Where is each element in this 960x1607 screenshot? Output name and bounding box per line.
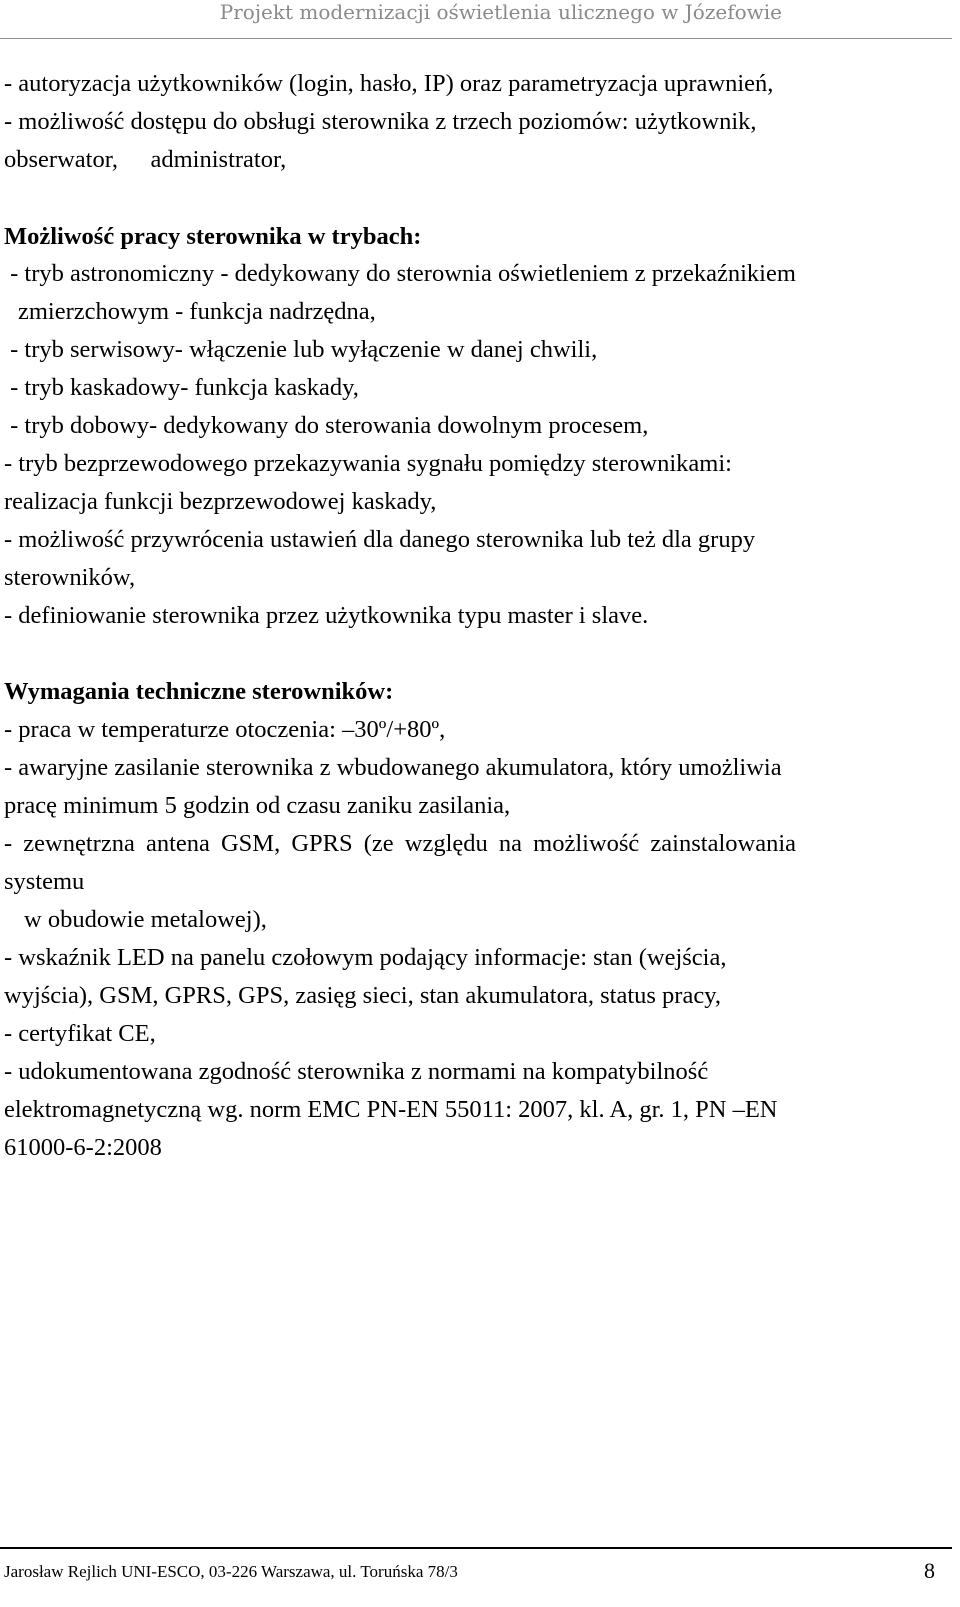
body-line: - możliwość przywrócenia ustawień dla danego sterownika lub też dla grupy	[4, 526, 756, 553]
body-line: - awaryjne zasilanie sterownika z wbudowanego akumulatora, który umożliwia	[4, 754, 782, 781]
body-line: - tryb astronomiczny - dedykowany do sterownia oświetleniem z przekaźnikiem	[4, 260, 796, 287]
body-line: - możliwość dostępu do obsługi sterownika z trzech poziomów: użytkownik,	[4, 108, 757, 135]
body-line: - definiowanie sterownika przez użytkownika typu master i slave.	[4, 602, 649, 629]
body-line: w obudowie metalowej),	[24, 906, 267, 933]
body-line: sterowników,	[4, 564, 136, 591]
body-line: elektromagnetyczną wg. norm EMC PN-EN 55011: 2007, kl. A, gr. 1, PN –EN	[4, 1096, 778, 1123]
body-line: systemu	[4, 868, 85, 895]
body-line: - certyfikat CE,	[4, 1020, 156, 1047]
footer-address: Jarosław Rejlich UNI-ESCO, 03-226 Warszawa, ul. Toruńska 78/3	[4, 1562, 458, 1581]
header-divider	[0, 38, 952, 39]
body-line: - tryb bezprzewodowego przekazywania sygnału pomiędzy sterownikami:	[4, 450, 732, 477]
body-line: pracę minimum 5 godzin od czasu zaniku zasilania,	[4, 792, 511, 819]
header-title: Projekt modernizacji oświetlenia ulicznego w Józefowie	[219, 0, 782, 24]
body-line: - autoryzacja użytkowników (login, hasło, IP) oraz parametryzacja uprawnień,	[4, 70, 774, 97]
footer-divider	[0, 1547, 952, 1549]
body-line: - tryb serwisowy- włączenie lub wyłączenie w danej chwili,	[4, 336, 598, 363]
page-header	[0, 0, 960, 44]
body-line: wyjścia), GSM, GPRS, GPS, zasięg sieci, stan akumulatora, status pracy,	[4, 982, 721, 1009]
body-line: 61000-6-2:2008	[4, 1134, 162, 1161]
body-line: zmierzchowym - funkcja nadrzędna,	[18, 298, 376, 325]
body-line: - praca w temperaturze otoczenia: –30º/+80º,	[4, 716, 446, 743]
section-heading: Wymagania techniczne sterowników:	[4, 678, 394, 705]
page-number: 8	[924, 1558, 935, 1583]
body-line: realizacja funkcji bezprzewodowej kaskady,	[4, 488, 437, 515]
body-line: obserwator, administrator,	[4, 146, 287, 173]
body-line: - wskaźnik LED na panelu czołowym podający informacje: stan (wejścia,	[4, 944, 727, 971]
section-heading: Możliwość pracy sterownika w trybach:	[4, 223, 422, 250]
body-line: - tryb dobowy- dedykowany do sterowania dowolnym procesem,	[4, 412, 649, 439]
body-line: - zewnętrzna antena GSM, GPRS (ze względu na możliwość zainstalowania	[4, 830, 797, 857]
body-line: - udokumentowana zgodność sterownika z normami na kompatybilność	[4, 1058, 709, 1085]
body-line: - tryb kaskadowy- funkcja kaskady,	[4, 374, 359, 401]
